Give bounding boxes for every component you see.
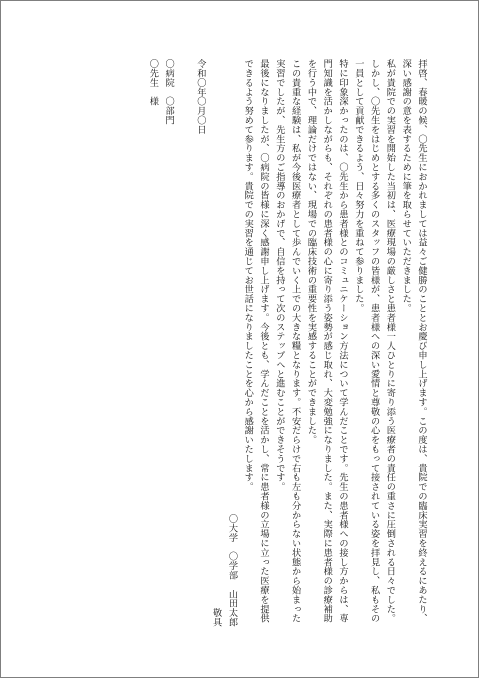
- letter-date: 令和〇年〇月〇日: [194, 59, 206, 135]
- recipient-organization: 〇病院 〇部門: [163, 59, 175, 125]
- paragraph-3: この貴重な経験は、私が今後医療者として歩んでいく上での大きな糧となります。不安だらけで右も左も分からない状態から始まった実習でしたが、先生方のご指導のおかげで、自信を持って次のステップへと進むことができそうです。: [273, 59, 301, 623]
- blank-line: [176, 59, 192, 627]
- paragraph-4: 最後になりましたが、〇病院の皆様に深く感謝申し上げます。今後とも、学んだことを活かし、常に患者様の立場に立った医療を提供できるよう努めて参ります。貴院での実習を通じてお世話になりましたことを心から感謝いたします。: [242, 59, 270, 623]
- paragraph-2: 特に印象深かったのは、〇先生から患者様とのコミュニケーション方法について学んだことです。先生の患者様への接し方からは、専門知識を活かしながらも、それぞれの患者様の心に寄り添う姿勢が感じ取れ、大変勉強になりました。また、実際に患者様の診療補助を行う中で、理論だけではない、現場での臨床技術の重要性を実感することができました。: [305, 59, 349, 623]
- letter-body: [47, 59, 429, 627]
- closing-word: 敬具: [210, 608, 222, 627]
- recipient-name: 〇先生 様: [147, 59, 159, 106]
- paragraph-1: 私が貴院での実習を開始した当初は、医療現場の厳しさと患者様一人ひとりに寄り添う医療者の責任の重さに圧倒される日々でした。しかし、〇先生をはじめとする多くのスタッフの皆様が、患者様への深い愛情と尊敬の心をもって接されている姿を拝見し、私もその一員として貢献できるよう、日々努力を重ねて参りました。: [352, 59, 396, 623]
- sender-signature: 〇大学 〇学部 山田太郎: [226, 514, 238, 627]
- opening-paragraph: 拝啓、春暖の候、〇先生におかれましては益々ご健勝のこととお慶び申し上げます。この度は、貴院での臨床実習を終えるにあたり、深い感謝の意を表するために筆を取らせていただきました。: [400, 59, 427, 623]
